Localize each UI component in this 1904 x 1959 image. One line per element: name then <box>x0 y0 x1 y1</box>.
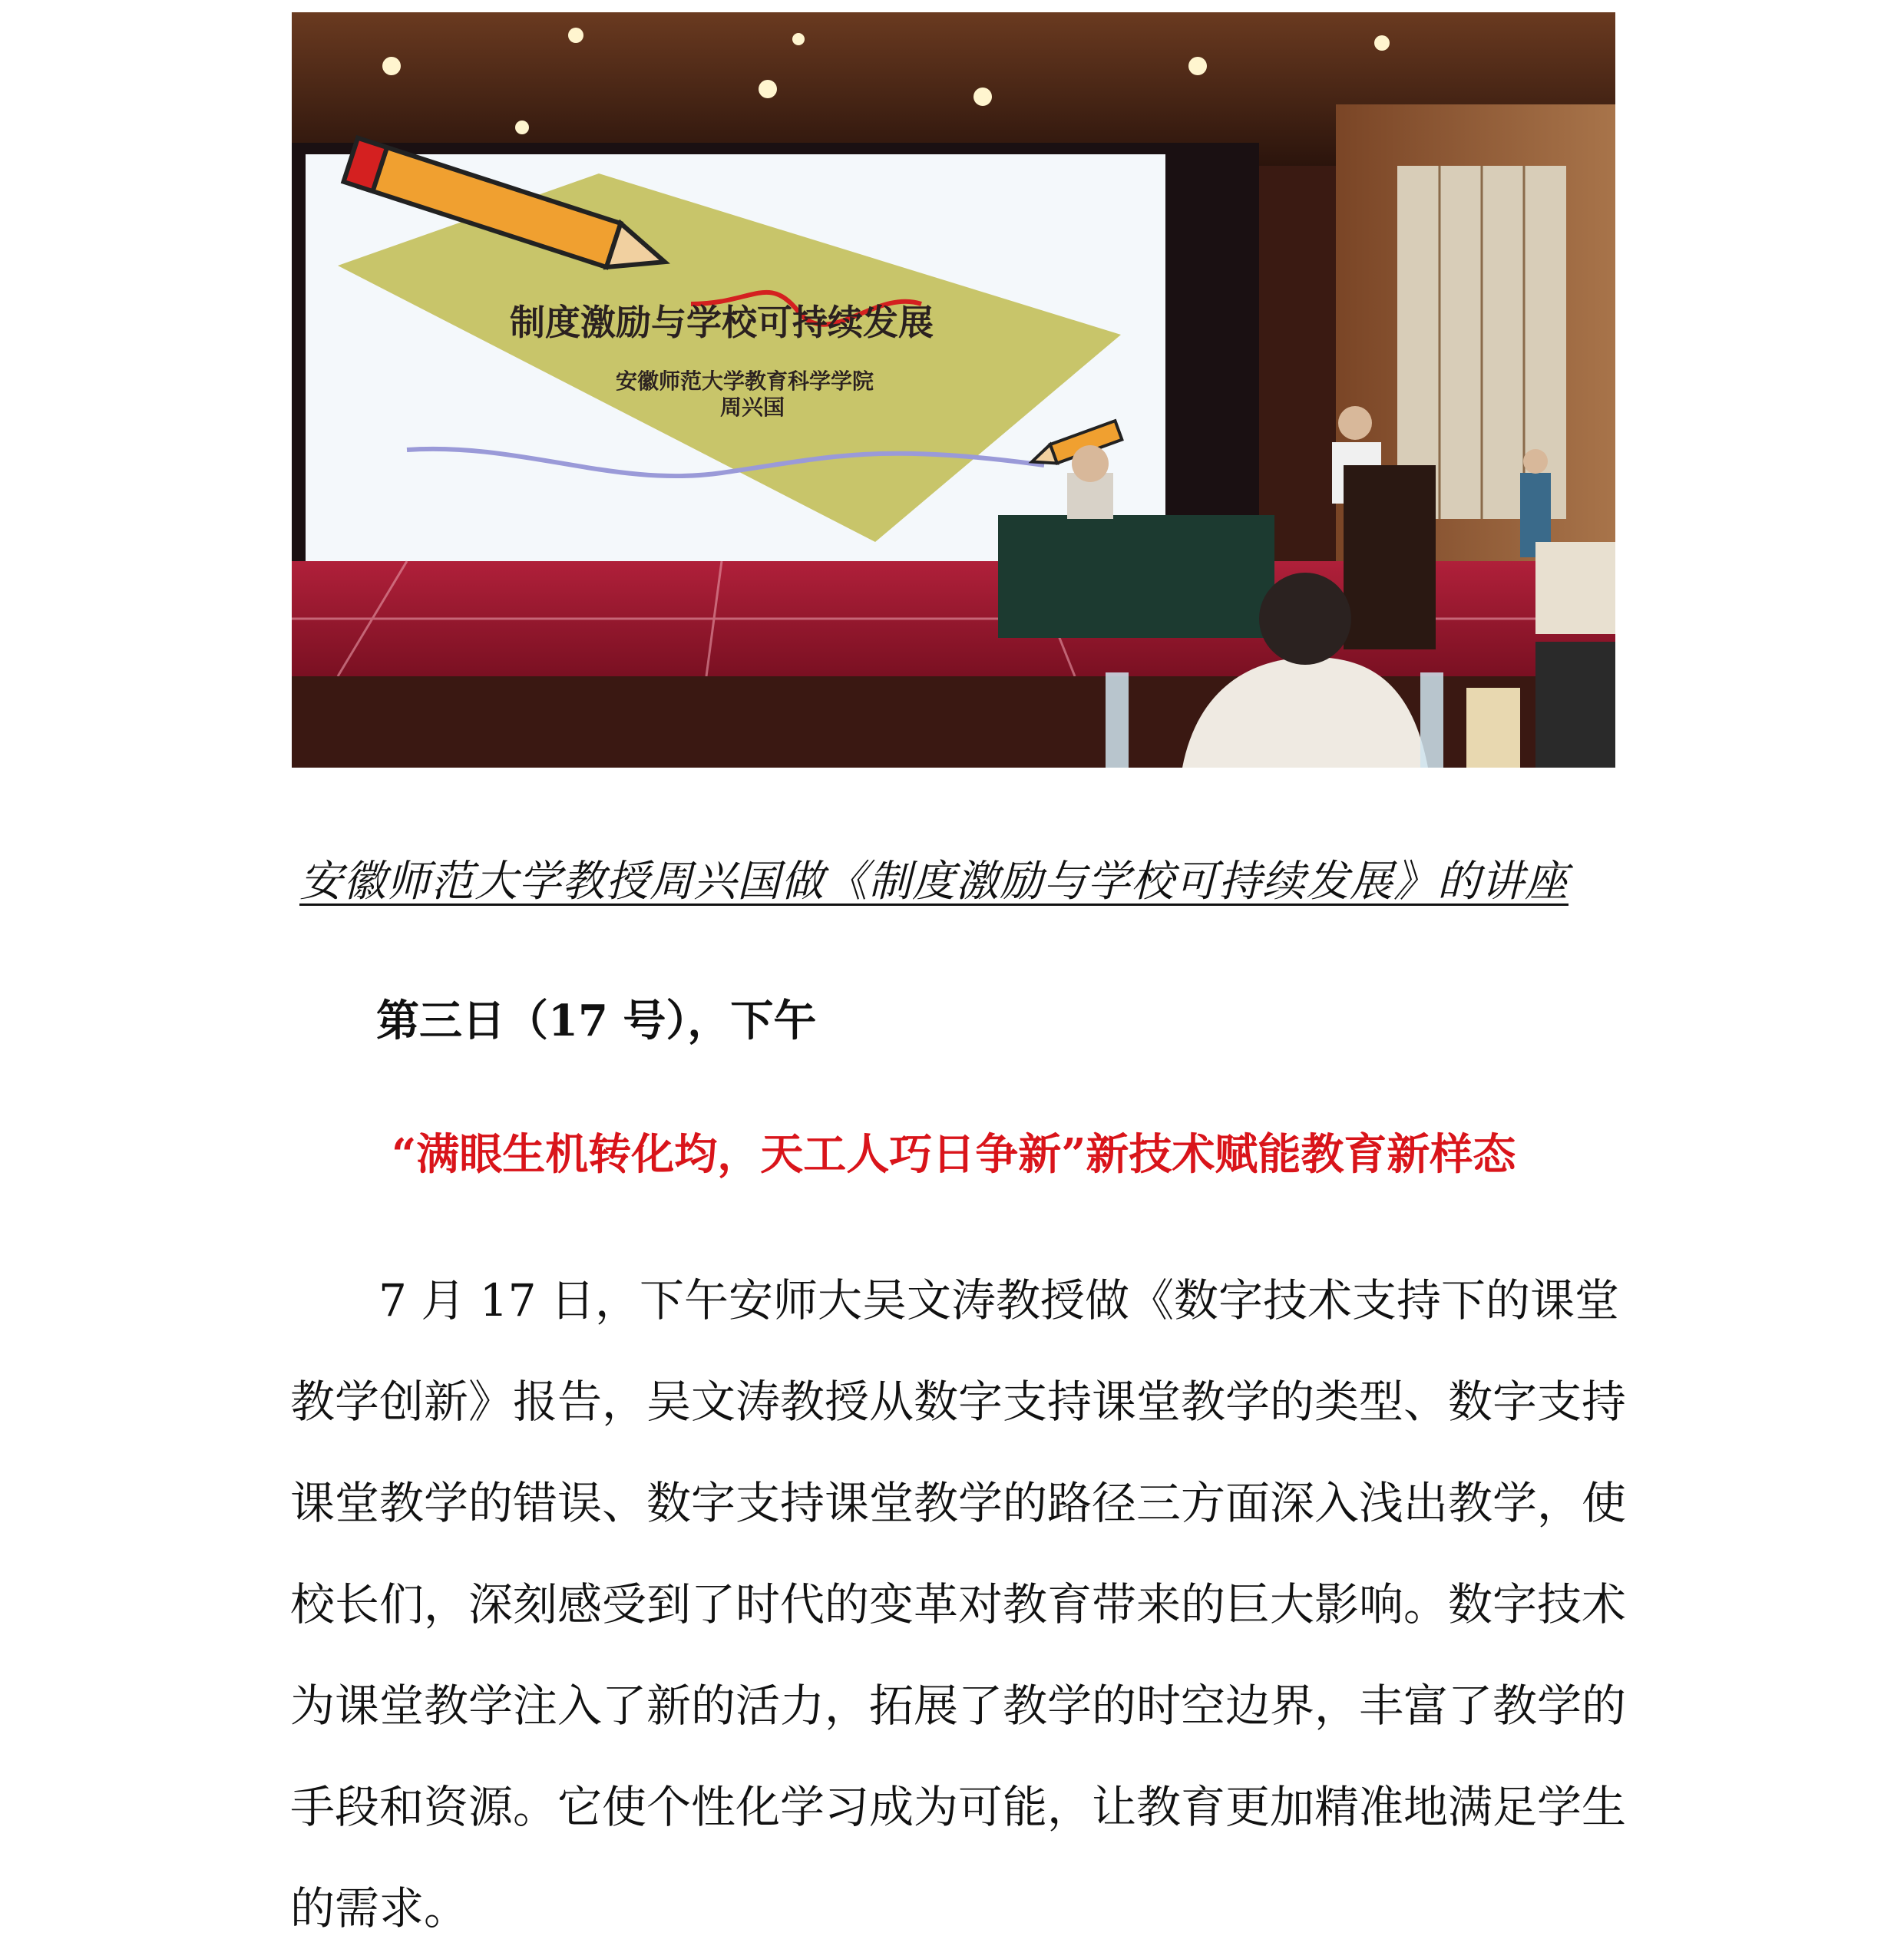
paragraph-line: 7 月 17 日，下午安师大吴文涛教授做《数字技术支持下的课堂 <box>378 1274 1620 1326</box>
paragraph-line: 的需求。 <box>290 1882 469 1934</box>
photo-caption: 安徽师范大学教授周兴国做《制度激励与学校可持续发展》的讲座 <box>299 857 1568 907</box>
paragraph-line: 教学创新》报告，吴文涛教授从数字支持课堂教学的类型、数字支持 <box>290 1376 1627 1428</box>
slide-institution: 安徽师范大学教育科学学院 <box>615 368 874 394</box>
paragraph-line: 为课堂教学注入了新的活力，拓展了教学的时空边界，丰富了教学的 <box>290 1680 1627 1732</box>
paragraph-line: 课堂教学的错误、数字支持课堂教学的路径三方面深入浅出教学，使 <box>290 1477 1627 1529</box>
lecture-photo-drawing <box>292 12 1615 768</box>
slide-title: 制度激励与学校可持续发展 <box>510 302 934 343</box>
body-paragraph <box>290 1250 1627 1959</box>
section-heading: “满眼生机转化均，天工人巧日争新”新技术赋能教育新样态 <box>392 1129 1516 1180</box>
day-heading: 第三日（17 号），下午 <box>376 996 817 1046</box>
slide-presenter: 周兴国 <box>719 395 785 420</box>
lecture-photo <box>292 12 1615 768</box>
paragraph-line: 手段和资源。它使个性化学习成为可能，让教育更加精准地满足学生 <box>290 1781 1627 1833</box>
paragraph-line: 校长们，深刻感受到了时代的变革对教育带来的巨大影响。数字技术 <box>290 1578 1627 1630</box>
